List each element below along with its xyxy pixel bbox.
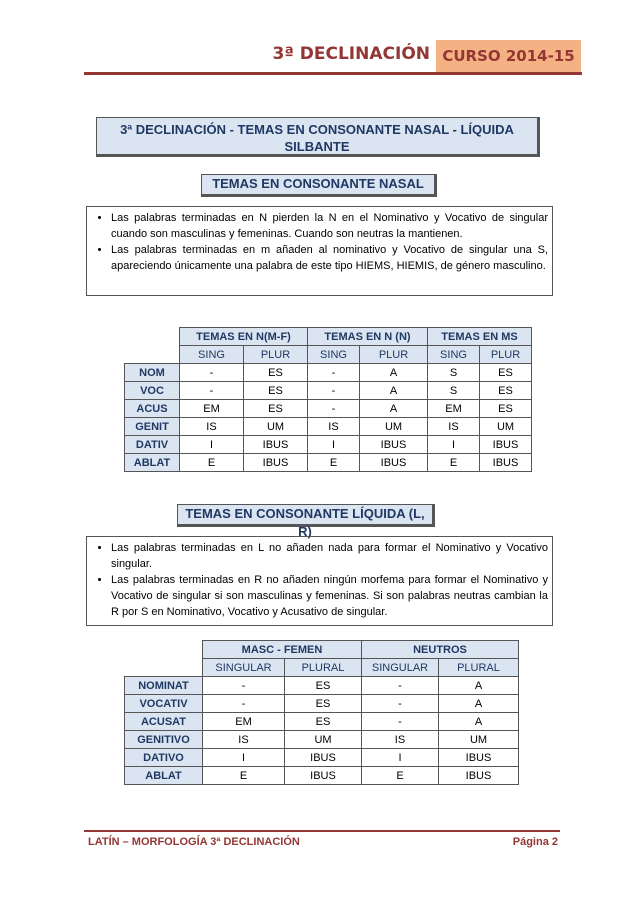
- row-label: DATIV: [125, 436, 180, 454]
- course-badge: CURSO 2014-15: [436, 40, 581, 72]
- table-subheader: PLUR: [244, 346, 308, 364]
- table-cell: ES: [244, 364, 308, 382]
- table-cell: IBUS: [360, 436, 428, 454]
- main-title: 3ª DECLINACIÓN - TEMAS EN CONSONANTE NASAL - LÍQUIDA SILBANTE: [96, 117, 540, 157]
- table-cell: EM: [180, 400, 244, 418]
- nasal-declension-table: [124, 327, 532, 472]
- row-label: ABLAT: [125, 767, 203, 785]
- table-row: [125, 364, 532, 382]
- section2-bullets: [86, 536, 553, 626]
- footer-divider: [84, 830, 560, 832]
- table-subheader: PLUR: [480, 346, 532, 364]
- table-cell: IBUS: [285, 749, 362, 767]
- table-group-header: TEMAS EN N(M-F): [180, 328, 308, 346]
- table-cell: I: [428, 436, 480, 454]
- table-cell: IBUS: [480, 454, 532, 472]
- table-cell: E: [308, 454, 360, 472]
- table-cell: UM: [360, 418, 428, 436]
- row-label: DATIVO: [125, 749, 203, 767]
- bullet-item: • Las palabras terminadas en R no añaden ningún morfema para formar el Nominativo y Vocativo de singular si son masculinas y femeninas. Si son palabras neutras cambian la R por S en Nominativo, Vocativo y Acusativo de singular.: [111, 572, 548, 620]
- table-cell: UM: [480, 418, 532, 436]
- table-cell: ES: [244, 382, 308, 400]
- row-label: ABLAT: [125, 454, 180, 472]
- table-cell: ES: [480, 400, 532, 418]
- table-row: [125, 382, 532, 400]
- table-cell: I: [203, 749, 285, 767]
- header-divider: [84, 72, 582, 75]
- table-cell: S: [428, 382, 480, 400]
- table-cell: A: [439, 677, 519, 695]
- table-cell: IS: [362, 731, 439, 749]
- table-cell: -: [362, 695, 439, 713]
- table-cell: A: [439, 713, 519, 731]
- table-cell: UM: [439, 731, 519, 749]
- table-row: [125, 454, 532, 472]
- table-cell: E: [428, 454, 480, 472]
- table-cell: A: [360, 364, 428, 382]
- table-cell: IS: [180, 418, 244, 436]
- header-title: 3ª DECLINACIÓN: [272, 44, 430, 64]
- section1-bullets: [86, 206, 553, 296]
- table-subheader: SINGULAR: [203, 659, 285, 677]
- section2-title: TEMAS EN CONSONANTE LÍQUIDA (L, R): [177, 504, 435, 527]
- table-cell: -: [203, 695, 285, 713]
- page-number: Página 2: [512, 836, 558, 848]
- table-cell: E: [203, 767, 285, 785]
- table-cell: -: [362, 713, 439, 731]
- table-cell: -: [180, 364, 244, 382]
- table-cell: ES: [285, 677, 362, 695]
- table-cell: IBUS: [244, 436, 308, 454]
- row-label: VOCATIV: [125, 695, 203, 713]
- table-row: [125, 749, 519, 767]
- section1-title: TEMAS EN CONSONANTE NASAL: [201, 174, 437, 197]
- table-cell: I: [362, 749, 439, 767]
- row-label: GENITIVO: [125, 731, 203, 749]
- table-cell: -: [308, 364, 360, 382]
- table-row: [125, 695, 519, 713]
- table-cell: I: [180, 436, 244, 454]
- table-cell: IBUS: [285, 767, 362, 785]
- table-cell: A: [439, 695, 519, 713]
- table-subheader: SING: [308, 346, 360, 364]
- table-cell: -: [308, 382, 360, 400]
- table-cell: IBUS: [360, 454, 428, 472]
- row-label: NOMINAT: [125, 677, 203, 695]
- table-cell: IBUS: [244, 454, 308, 472]
- table-row: [125, 677, 519, 695]
- table-group-header: NEUTROS: [362, 641, 519, 659]
- table-group-header: TEMAS EN MS: [428, 328, 532, 346]
- table-cell: I: [308, 436, 360, 454]
- table-row: [125, 418, 532, 436]
- table-row: [125, 436, 532, 454]
- table-subheader: SING: [180, 346, 244, 364]
- table-cell: E: [362, 767, 439, 785]
- table-row: [125, 713, 519, 731]
- table-cell: IBUS: [439, 749, 519, 767]
- table-subheader: SING: [428, 346, 480, 364]
- footer-title: LATÍN – MORFOLOGÍA 3ª DECLINACIÓN: [88, 836, 300, 848]
- table-cell: UM: [285, 731, 362, 749]
- table-cell: A: [360, 400, 428, 418]
- row-label: ACUSAT: [125, 713, 203, 731]
- table-cell: IS: [308, 418, 360, 436]
- table-cell: IS: [203, 731, 285, 749]
- table-row: [125, 400, 532, 418]
- table-cell: ES: [285, 713, 362, 731]
- bullet-item: • Las palabras terminadas en N pierden la N en el Nominativo y Vocativo de singular cuando son masculinas y femeninas. Cuando son neutras la mantienen.: [111, 210, 548, 242]
- table-cell: S: [428, 364, 480, 382]
- row-label: NOM: [125, 364, 180, 382]
- table-row: [125, 731, 519, 749]
- table-subheader: PLURAL: [439, 659, 519, 677]
- table-group-header: TEMAS EN N (N): [308, 328, 428, 346]
- table-cell: IS: [428, 418, 480, 436]
- bullet-item: • Las palabras terminadas en L no añaden nada para formar el Nominativo y Vocativo singular.: [111, 540, 548, 572]
- table-cell: EM: [428, 400, 480, 418]
- table-cell: IBUS: [480, 436, 532, 454]
- liquid-declension-table: [124, 640, 519, 785]
- table-cell: -: [308, 400, 360, 418]
- bullet-item: • Las palabras terminadas en m añaden al nominativo y Vocativo de singular una S, apareciendo únicamente una palabra de este tipo HIEMS, HIEMIS, de género masculino.: [111, 242, 548, 274]
- table-cell: -: [362, 677, 439, 695]
- table-group-header: MASC - FEMEN: [203, 641, 362, 659]
- row-label: GENIT: [125, 418, 180, 436]
- table-cell: IBUS: [439, 767, 519, 785]
- table-subheader: PLUR: [360, 346, 428, 364]
- table-cell: E: [180, 454, 244, 472]
- row-label: VOC: [125, 382, 180, 400]
- table-cell: ES: [285, 695, 362, 713]
- table-cell: A: [360, 382, 428, 400]
- table-cell: EM: [203, 713, 285, 731]
- table-cell: ES: [244, 400, 308, 418]
- table-cell: ES: [480, 364, 532, 382]
- table-cell: -: [203, 677, 285, 695]
- table-subheader: SINGULAR: [362, 659, 439, 677]
- row-label: ACUS: [125, 400, 180, 418]
- table-subheader: PLURAL: [285, 659, 362, 677]
- table-cell: UM: [244, 418, 308, 436]
- table-cell: -: [180, 382, 244, 400]
- table-row: [125, 767, 519, 785]
- table-cell: ES: [480, 382, 532, 400]
